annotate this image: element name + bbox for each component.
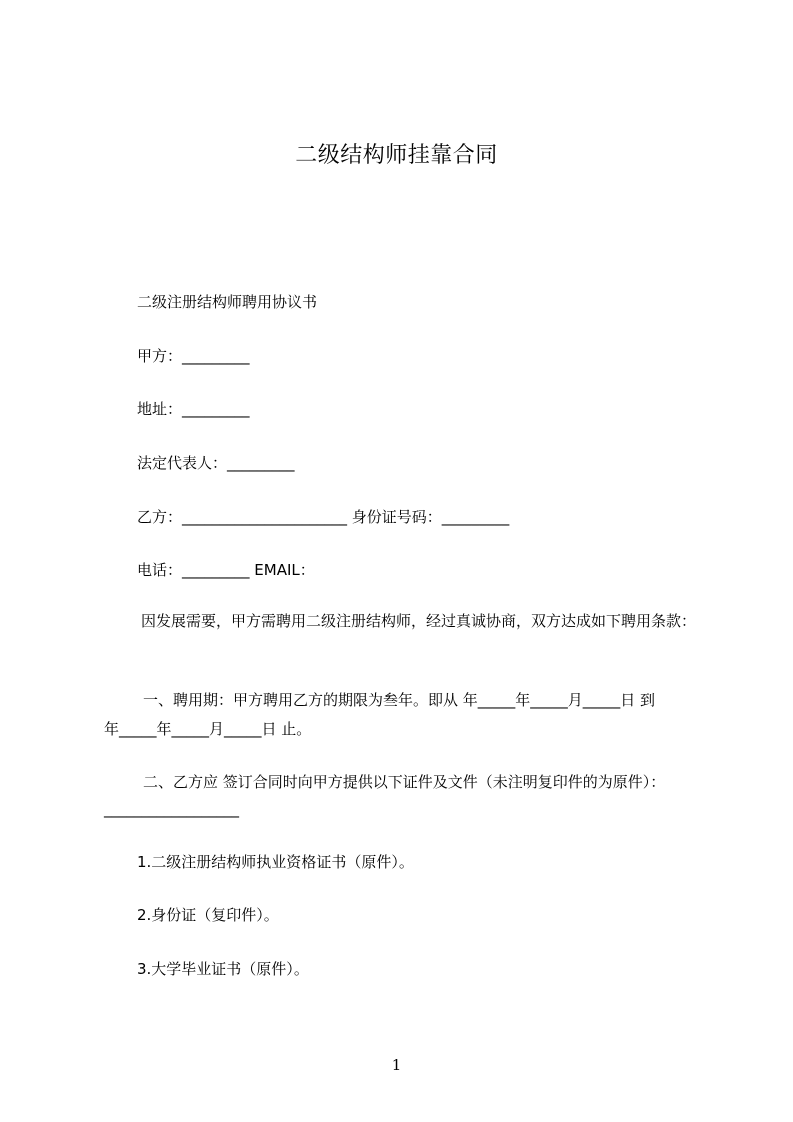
agreement-subtitle: 二级注册结构师聘用协议书 (137, 293, 318, 311)
party-b-line: 乙方：______________________ 身份证号码：_________ (137, 508, 510, 526)
phone-email-line: 电话：_________ EMAIL： (137, 561, 315, 579)
legal-representative-line: 法定代表人：_________ (137, 454, 295, 472)
address-line: 地址：_________ (137, 400, 250, 418)
intro-paragraph: 因发展需要，甲方需聘用二级注册结构师，经过真诚协商，双方达成如下聘用条款： (141, 612, 697, 630)
clause-1-line-1: 一、聘用期：甲方聘用乙方的期限为叁年。即从 年_____年_____月_____日 到 (143, 691, 656, 709)
list-item-1: 1.二级注册结构师执业资格证书（原件）。 (137, 853, 414, 871)
page-number: 1 (391, 1056, 402, 1074)
clause-2-blank: __________________ (104, 800, 239, 818)
document-title: 二级结构师挂靠合同 (295, 143, 498, 168)
clause-2-line-1: 二、乙方应 签订合同时向甲方提供以下证件及文件（未注明复印件的为原件）： (143, 773, 666, 791)
clause-1-line-2: 年_____年_____月_____日 止。 (104, 720, 312, 738)
list-item-2: 2.身份证（复印件）。 (137, 906, 279, 924)
party-a-line: 甲方：_________ (137, 347, 250, 365)
list-item-3: 3.大学毕业证书（原件）。 (137, 960, 309, 978)
